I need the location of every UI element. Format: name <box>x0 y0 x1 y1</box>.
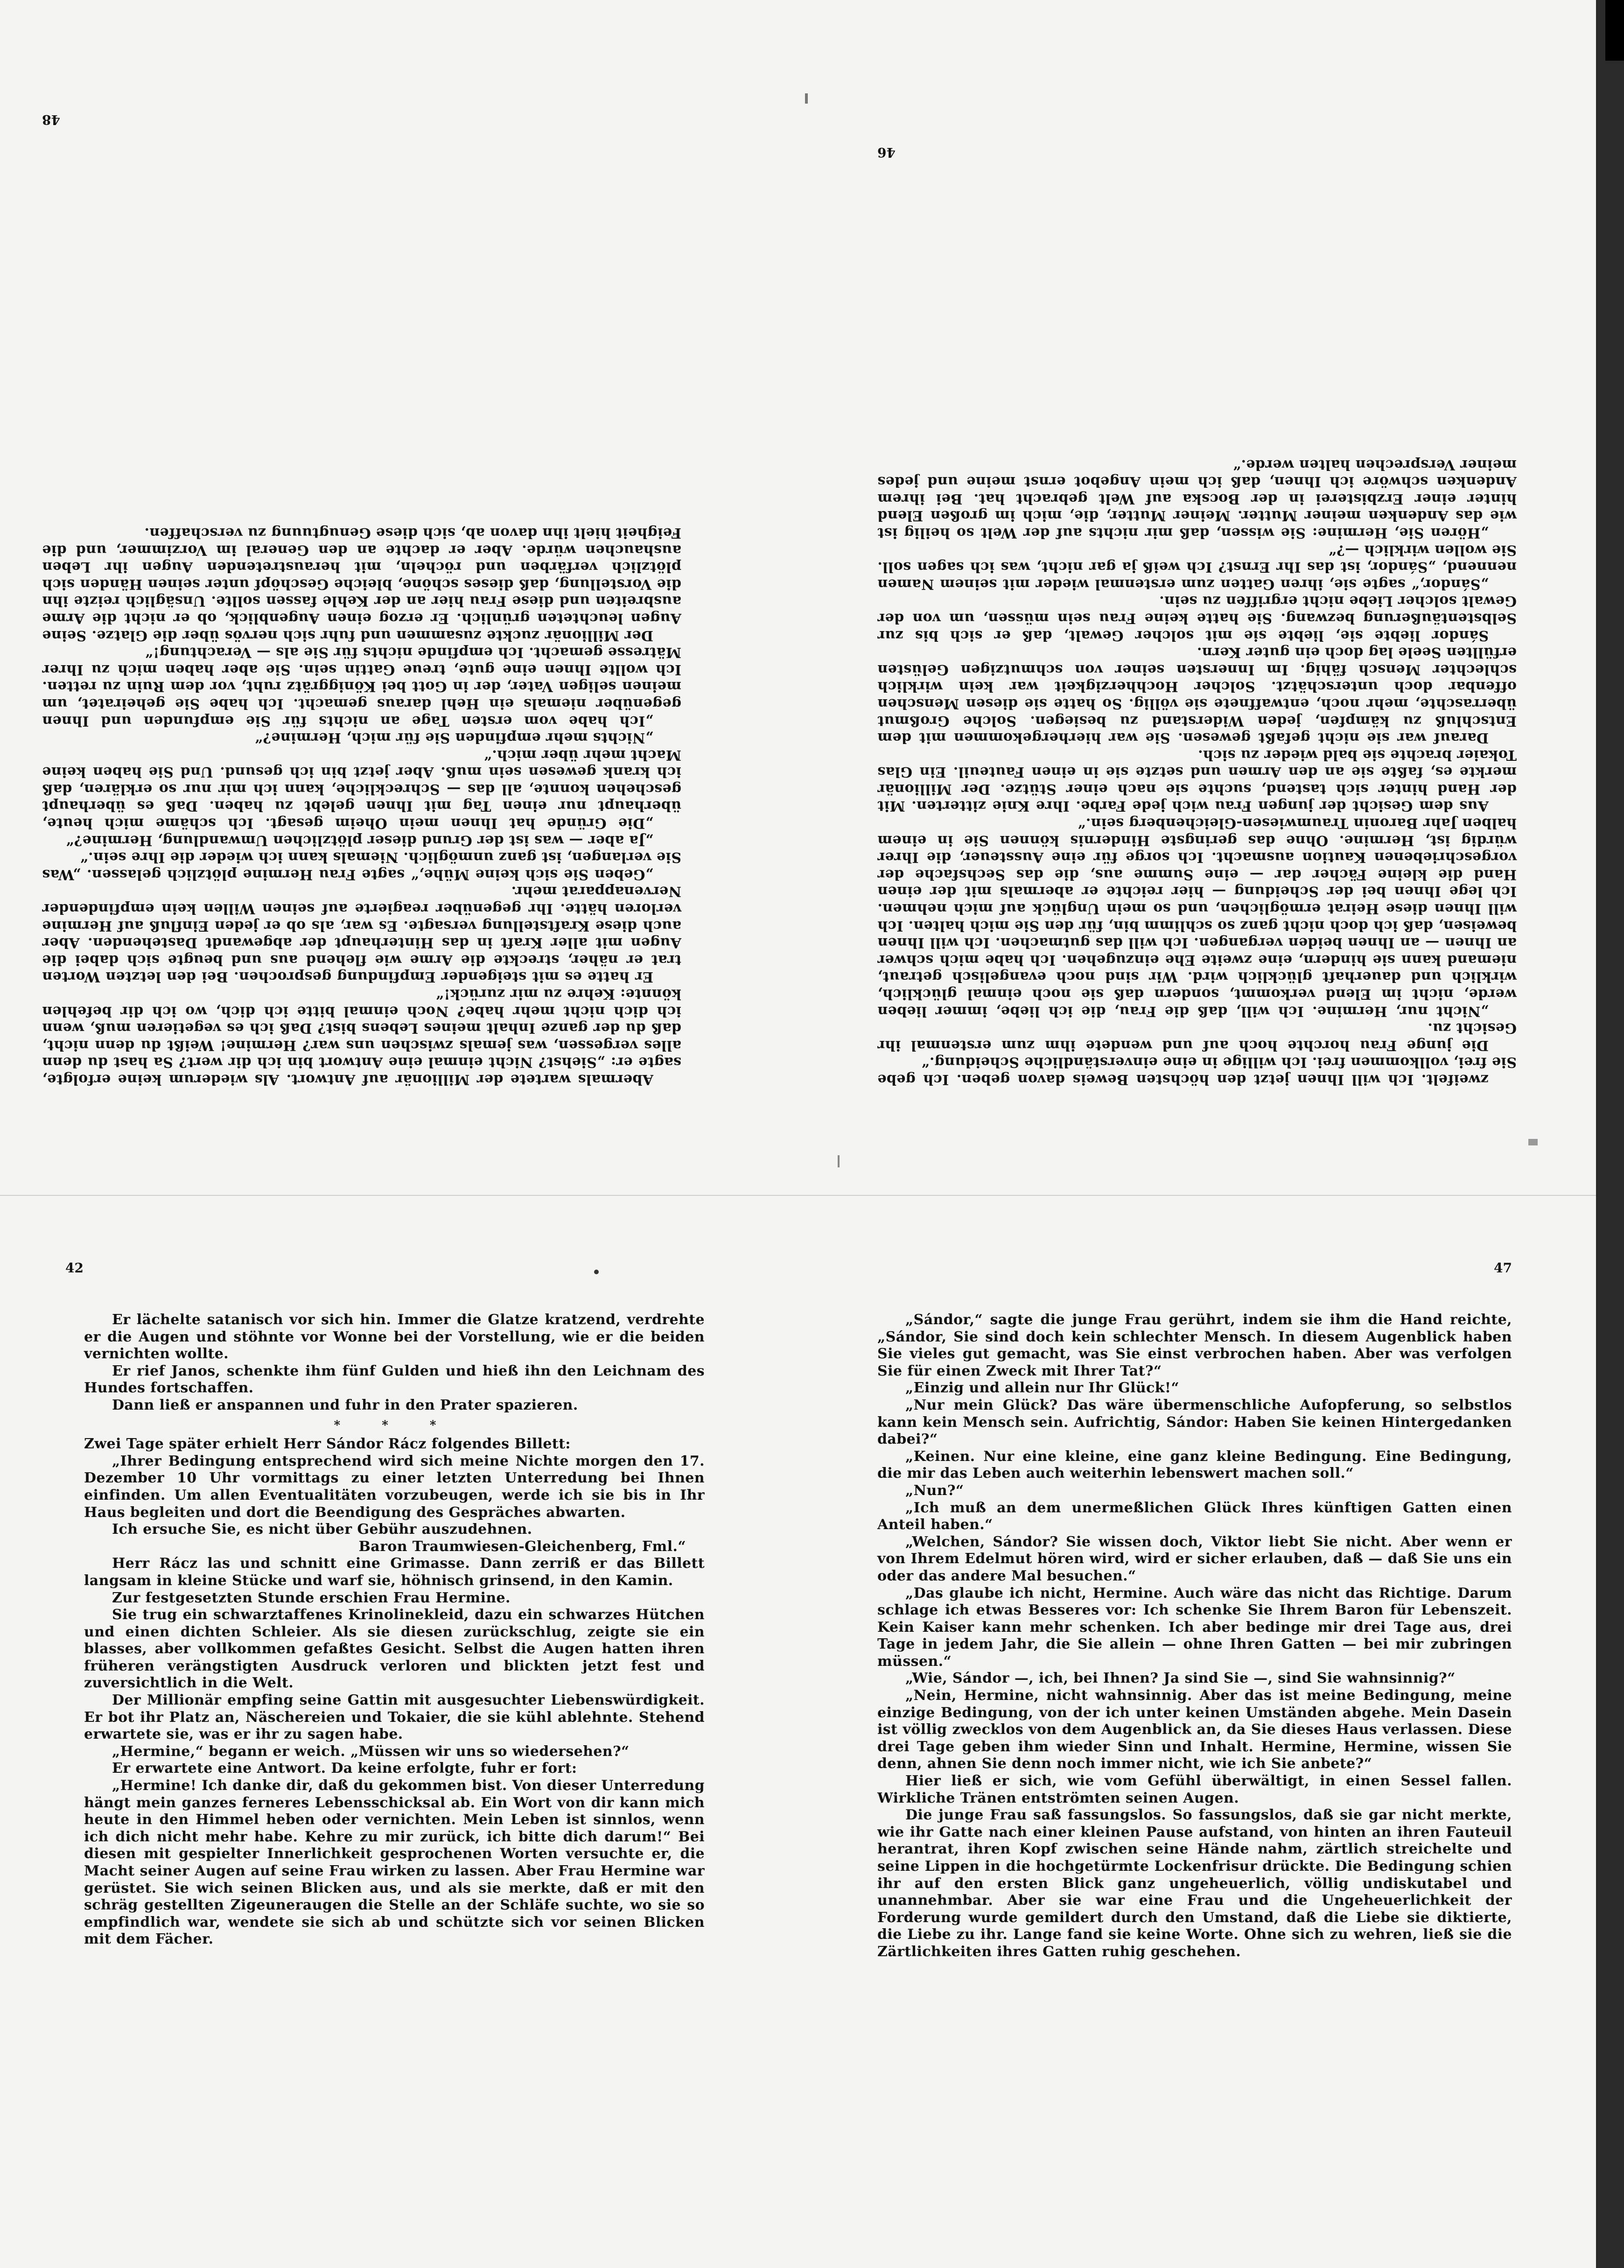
scan-speck <box>1528 1139 1538 1145</box>
paragraph: „Ihrer Bedingung entsprechend wird sich meine Nichte morgen den 17. Dezember 10 Uhr vormittags zu einer letzten Unterredung bei Ihnen einfinden. Um allen Eventualitäten vorzubeugen, werde ich sie bis in Ihr Haus begleiten und dort die Beendigung des Gespräches abwarten. <box>84 1453 705 1521</box>
paragraph: „Ich habe vom ersten Tage an nichts für Sie empfunden und Ihnen gegenüber niemals ein Hehl daraus gemacht. Ich habe Sie geheiratet, um meinen seligen Vater, der in Gott bei Königgrätz ruht, vor dem Ruin zu retten. Ich wollte Ihnen eine gute, treue Gattin sein. Sie aber haben mich zu Ihrer Mätresse gemacht. Ich empfinde nichts für Sie als — Verachtung!“ <box>42 644 681 729</box>
letter-signature: Baron Traumwiesen-Gleichenberg, Fml.“ <box>358 1538 686 1555</box>
paragraph: Sie trug ein schwarztaffenes Krinolinekleid, dazu ein schwarzes Hütchen und einen dichten Schleier. Als sie diesen zurückschlug, zeigte sie ein blasses, aber vollkommen gefaßtes Gesicht. Selbst die Augen hatten ihren früheren verängstigten Ausdruck verloren und blickten jetzt fest und zuversichtlich in die Welt. <box>84 1607 705 1692</box>
paragraph: Sándor liebte sie, liebte sie mit solcher Gewalt, daß er sich bis zur Selbstentäußerung bezwang. Sie hatte keine Frau sein müssen, um von der Gewalt solcher Liebe nicht ergriffen zu sein. <box>877 593 1517 644</box>
page-bottom-right <box>877 1260 1512 2175</box>
scan-edge-corner <box>1605 0 1624 61</box>
paragraph: „Wie, Sándor —, ich, bei Ihnen? Ja sind Sie —, sind Sie wahnsinnig?“ <box>905 1670 1456 1687</box>
paragraph: Darauf war sie nicht gefaßt gewesen. Sie war hierhergekommen mit dem Entschluß zu kämpfen, jeden Widerstand zu besiegen. Solche Großmut überraschte, mehr noch, entwaffnete sie völlig. So hatte sie diesen Menschen offenbar doch unterschätzt. Solcher Hochherzigkeit war kein wirklich schlechter Mensch fähig. Im Innersten seiner von schmutzigen Gelüsten erfüllten Seele lag doch ein guter Kern. <box>877 644 1517 746</box>
paragraph: Ich ersuche Sie, es nicht über Gebühr auszudehnen. <box>112 1521 532 1538</box>
paragraph: „Nein, Hermine, nicht wahnsinnig. Aber das ist meine Bedingung, meine einzige Bedingung, von der ich unter keinen Umständen abgehe. Mein Dasein ist völlig zwecklos von dem Augenblick an, da Sie dieses Haus verlassen. Diese drei Tage geben ihm wieder Sinn und Inhalt. Hermine, Hermine, wissen Sie denn, ahnen Sie denn noch immer nicht, wie ich Sie anbete?“ <box>877 1687 1512 1772</box>
paragraph: Die junge Frau saß fassungslos. So fassungslos, daß sie gar nicht merkte, wie ihr Gatte nach einer kleinen Pause aufstand, von hinten an ihren Fauteuil herantrat, ihren Kopf zwischen seine Hände nahm, zärtlich streichelte und seine Lippen in die hochgetürmte Lockenfrisur drückte. Die Bedingung schien ihr auf den ersten Blick ganz ungeheuerlich, völlig undiskutabel und unannehmbar. Aber sie war eine Frau und die Ungeheuerlichkeit der Forderung wurde gemildert durch den Umstand, daß die Liebe sie diktierte, die Liebe zu ihr. Lange fand sie keine Worte. Ohne sich zu wehren, ließ sie die Zärtlichkeiten ihres Gatten ruhig geschehen. <box>877 1807 1512 1960</box>
paragraph: Zur festgesetzten Stunde erschien Frau Hermine. <box>112 1589 511 1606</box>
paragraph: „Einzig und allein nur Ihr Glück!“ <box>905 1380 1180 1397</box>
paragraph: zweifelt. Ich will Ihnen jetzt den höchsten Beweis davon geben. Ich gebe Sie frei, vollkommen frei. Ich willige in eine einverständliche Scheidung.“ <box>877 1054 1517 1088</box>
scan-speck <box>838 1155 840 1167</box>
paragraph: „Keinen. Nur eine kleine, eine ganz kleine Bedingung. Eine Bedingung, die mir das Leben auch weiterhin lebenswert machen soll.“ <box>877 1448 1512 1482</box>
paragraph: Er rief Janos, schenkte ihm fünf Gulden und hieß ihn den Leichnam des Hundes fortschaffen. <box>84 1362 705 1397</box>
page-top-right <box>877 145 1517 1088</box>
paragraph: „Ja aber — was ist der Grund dieser plötzlichen Umwandlung, Hermine?“ <box>65 832 653 849</box>
section-separator: * * * <box>334 1418 455 1432</box>
paragraph: „Nur mein Glück? Das wäre übermenschliche Aufopferung, so selbstlos kann kein Mensch sein. Aufrichtig, Sándor: Haben Sie keinen Hintergedanken dabei?“ <box>877 1397 1512 1448</box>
paragraph: Dann ließ er anspannen und fuhr in den Prater spazieren. <box>112 1397 578 1413</box>
text-column <box>42 524 681 1088</box>
paragraph: „Ich muß an dem unermeßlichen Glück Ihres künftigen Gatten einen Anteil haben.“ <box>877 1499 1512 1533</box>
paragraph: Der Millionär zuckte zusammen und fuhr sich nervös über die Glatze. Seine Augen leuchteten grünlich. Er erzog einen Augenblick, ob er nicht die Arme ausbreiten und diese Frau hier an der Kehle fassen sollte. Unsäglich reizte ihn die Vorstellung, daß dieses schöne, bleiche Geschöpf unter seinen Händen sich plötzlich verfärben und röcheln, mit heraustretenden Augen ihr Leben aushauchen würde. Aber er dachte an den General im Vorzimmer, und die Feigheit hielt ihn davon ab, sich diese Genugtuung zu verschaffen. <box>42 525 681 644</box>
scan-edge-right <box>1596 0 1624 2268</box>
paragraph: „Hören Sie, Hermine: Sie wissen, daß mir nichts auf der Welt so heilig ist wie das Andenken meiner Mutter. Meiner Mutter, die, mich im großen Elend hinter einer Erzbisterei in der Bocska auf Welt gebracht hat. Bei ihrem Andenken schwöre ich Ihnen, daß ich mein Angebot ernst meine und jedes meiner Versprechen halten werde.“ <box>877 456 1517 541</box>
text-column <box>877 456 1517 1088</box>
page-number: 48 <box>42 112 60 127</box>
paragraph: Er lächelte satanisch vor sich hin. Immer die Glatze kratzend, verdrehte er die Augen und stöhnte vor Wonne bei der Vorstellung, wie er die beiden vernichten wollte. <box>84 1312 705 1362</box>
page-bottom-left <box>65 1260 705 2175</box>
paragraph: Er hatte es mit steigender Empfindung gesprochen. Bei den letzten Worten trat er näher, streckte die Arme wie flehend aus und beugte sich dabei die Augen mit aller Kraft in das Hinterhaupt der abgewandt Dastehenden. Aber auch diese Kraftstellung versagte. Es war, als ob er jeden Einfluß auf Hermine verloren hätte. Ihr gegenüber reagierte auf seinen Willen kein empfindender Nervenapparat mehr. <box>42 883 681 985</box>
paragraph: „Welchen, Sándor? Sie wissen doch, Viktor liebt Sie nicht. Aber wenn er von Ihrem Edelmut hören wird, wird er sicher erlauben, daß — daß Sie uns ein oder das andere Mal besuchen.“ <box>877 1533 1512 1584</box>
paragraph: „Die Gründe hat Ihnen mein Oheim gesagt. Ich schäme mich heute, überhaupt nur einen Tag mit Ihnen gelebt zu haben. Daß es überhaupt geschehen konnte, all das — Schreckliche, kann ich mir nur so erklären, daß ich krank gewesen sein muß. Aber jetzt bin ich gesund. Und Sie haben keine Macht mehr über mich.“ <box>42 746 681 832</box>
paragraph: „Hermine! Ich danke dir, daß du gekommen bist. Von dieser Unterredung hängt mein ganzes ferneres Lebensschicksal ab. Ein Wort von dir kann mich heute in den Himmel heben oder vernichten. Mein Leben ist sinnlos, wenn ich dich nicht mehr habe. Kehre zu mir zurück, ich bitte dich darum!“ Bei diesen mit gespielter Innerlichkeit gesprochenen Worten versuchte er, die Macht seiner Augen auf seine Frau wirken zu lassen. Aber Frau Hermine war gerüstet. Sie wich seinen Blicken aus, und als sie merkte, daß er mit den schräg gestellten Zigeuneraugen die Stelle an der Schläfe suchte, wo sie so empfindlich war, wendete sie sich ab und schützte sich vor seinen Blicken mit dem Fächer. <box>84 1777 705 1948</box>
paragraph: Die junge Frau horchte hoch auf und wendete ihm zum erstenmal ihr Gesicht zu. <box>877 1020 1517 1053</box>
paragraph: Abermals wartete der Millionär auf Antwort. Als wiederum keine erfolgte, sagte er: „Siehst? Nicht einmal eine Antwort bin ich dir wert? Sa hast du denn alles vergessen, was jemals zwischen uns war? Hermine! Weißt du denn nicht, daß du der ganze Inhalt meines Lebens bist? Daß ich es vegetieren muß, wenn ich dich nicht mehr habe? Noch einmal bitte ich dich, wo ich dir befehlen könnte: Kehre zu mir zurück!“ <box>42 986 681 1088</box>
page-number: 47 <box>1494 1260 1512 1276</box>
text-column <box>877 1312 1512 1961</box>
page-top-left <box>42 112 681 1088</box>
section-headline: Zwei Tage später erhielt Herr Sándor Rácz folgendes Billett: <box>84 1436 571 1453</box>
paragraph: „Nicht nur, Hermine. Ich will, daß die Frau, die ich liebe, immer lieben werde, nicht im Elend verkommt, sondern daß sie noch einmal glücklich, wirklich und dauerhaft glücklich wird. Wir sind noch evangelisch getraut, niemand kann sie hindern, eine zweite Ehe einzugehen. Ich habe mich schwer an Ihnen — an Ihnen beiden vergangen. Ich will das gutmachen. Ich will Ihnen beweisen, daß ich doch nicht ganz so schlimm bin, für den Sie mich halten. Ich will Ihnen diese Heirat ermöglichen, und so mein Unglück auf mich nehmen. Ich lege Ihnen bei der Scheidung — hier reichte er abermals mit der einen Hand die kleine Fächer dar — eine Summe aus, die das Sechsfache der vorgeschriebenen Kaution ausmacht. Ich sorge für eine Aussteuer, die Ihrer würdig ist, Hermine. Ohne das geringste Hindernis können Sie in einem halben Jahr Baronin Traumwiesen-Gleichenberg sein.“ <box>877 815 1517 1019</box>
paragraph: „Sándor,“ sagte die junge Frau gerührt, indem sie ihm die Hand reichte, „Sándor, Sie sind doch kein schlechter Mensch. In diesem Augenblick haben Sie vieles gut gemacht, was Sie einst verbrochen haben. Aber was verfolgen Sie für einen Zweck mit Ihrer Tat?“ <box>877 1312 1512 1379</box>
scan-speck <box>594 1270 599 1274</box>
page-number: 42 <box>65 1260 84 1276</box>
text-column <box>84 1312 705 1948</box>
paragraph: „Das glaube ich nicht, Hermine. Auch wäre das nicht das Richtige. Darum schlage ich etwas Besseres vor: Ich schenke Sie Ihrem Baron für Lebenszeit. Kein Kaiser kann mehr schenken. Ich aber bedinge mir drei Tage aus, drei Tage in jedem Jahr, die Sie allein — ohne Ihren Gatten — bei mir zubringen müssen.“ <box>877 1585 1512 1670</box>
paragraph: Aus dem Gesicht der jungen Frau wich jede Farbe. Ihre Knie zitterten. Mit der Hand hinter sich tastend, suchte sie nach einer Stütze. Der Millionär merkte es, faßte sie an den Armen und setzte sie in einen Fauteuil. Ein Glas Tokaier brachte sie bald wieder zu sich. <box>877 746 1517 815</box>
paragraph: „Geben Sie sich keine Mühe,“ sagte Frau Hermine plötzlich gelassen. „Was Sie verlangen, ist ganz unmöglich. Niemals kann ich wieder die Ihre sein.“ <box>42 849 681 883</box>
page-number: 46 <box>877 145 896 160</box>
page-fold-line <box>0 1195 1596 1196</box>
paragraph: „Nun?“ <box>905 1482 964 1499</box>
scan-speck <box>805 93 808 104</box>
paragraph: „Nichts mehr empfinden Sie für mich, Hermine?“ <box>254 730 653 746</box>
paragraph: Herr Rácz las und schnitt eine Grimasse. Dann zerriß er das Billett langsam in kleine Stücke und warf sie, höhnisch grinsend, in den Kamin. <box>84 1555 705 1589</box>
paragraph: „Hermine,“ begann er weich. „Müssen wir uns so wiedersehen?“ <box>112 1743 630 1760</box>
paragraph: Der Millionär empfing seine Gattin mit ausgesuchter Liebenswürdigkeit. Er bot ihr Platz an, Näschereien und Tokaier, die sie kühl ablehnte. Stehend erwartete sie, was er ihr zu sagen habe. <box>84 1692 705 1743</box>
paragraph: Hier ließ er sich, wie vom Gefühl überwältigt, in einen Sessel fallen. Wirkliche Tränen entströmten seinen Augen. <box>877 1773 1512 1806</box>
paragraph: Er erwartete eine Antwort. Da keine erfolgte, fuhr er fort: <box>112 1760 577 1777</box>
paragraph: „Sándor,“ sagte sie, ihren Gatten zum erstenmal wieder mit seinem Namen nennend, „Sándor, ist das Ihr Ernst? Ich weiß ja gar nicht, was ich sagen soll. Sie wollen wirklich —?“ <box>877 541 1517 592</box>
